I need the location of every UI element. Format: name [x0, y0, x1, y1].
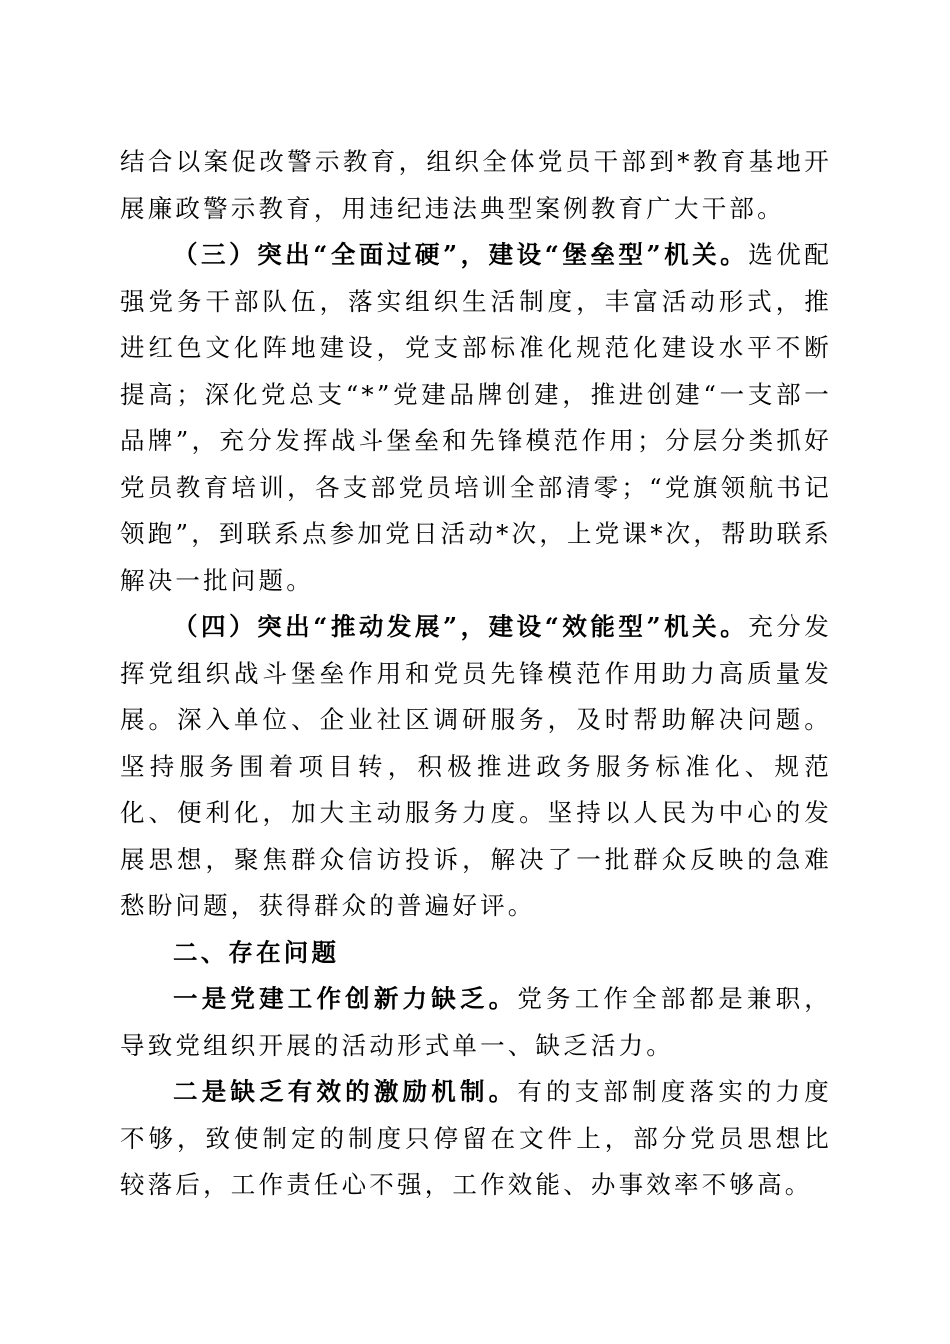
heading-existing-problems [120, 930, 832, 977]
paragraph-text: 有的支部制度落实的力度不够，致使制定的制度只停留在文件上，部分党员思想比较落后，工作责任心不强，工作效能、办事效率不够高。 [120, 1077, 832, 1199]
paragraph-text: 选优配强党务干部队伍，落实组织生活制度，丰富活动形式，推进红色文化阵地建设，党支部标准化规范化建设水平不断提高；深化党总支“*”党建品牌创建，推进创建“一支部一品牌”，充分发挥战斗堡垒和先锋模范作用；分层分类抓好党员教育培训，各支部党员培训全部清零；“党旗领航书记领跑”，到联系点参加党日活动*次，上党课*次，帮助联系解决一批问题。 [120, 240, 832, 595]
paragraph-text: 结合以案促改警示教育，组织全体党员干部到*教育基地开展廉政警示教育，用违纪违法典型案例教育广大干部。 [120, 147, 832, 223]
section-four-heading: （四）突出“推动发展”，建设“效能型”机关。 [173, 612, 749, 641]
paragraph-section-three [120, 232, 832, 604]
paragraph-problem-one [120, 976, 832, 1069]
paragraph-text: 党务工作全部都是兼职，导致党组织开展的活动形式单一、缺乏活力。 [120, 984, 832, 1060]
paragraph-section-four [120, 604, 832, 930]
paragraph-problem-two [120, 1069, 832, 1209]
section-three-heading: （三）突出“全面过硬”，建设“堡垒型”机关。 [173, 240, 749, 269]
problem-one-lead: 一是党建工作创新力缺乏。 [173, 984, 518, 1013]
paragraph-warning-education [120, 139, 832, 232]
problems-heading: 二、存在问题 [173, 937, 340, 967]
problem-two-lead: 二是缺乏有效的激励机制。 [173, 1077, 518, 1106]
paragraph-text: 充分发挥党组织战斗堡垒作用和党员先锋模范作用助力高质量发展。深入单位、企业社区调研服务，及时帮助解决问题。坚持服务围着项目转，积极推进政务服务标准化、规范化、便利化，加大主动服务力度。坚持以人民为中心的发展思想，聚焦群众信访投诉，解决了一批群众反映的急难愁盼问题，获得群众的普遍好评。 [120, 612, 832, 920]
document-body [120, 139, 832, 1209]
